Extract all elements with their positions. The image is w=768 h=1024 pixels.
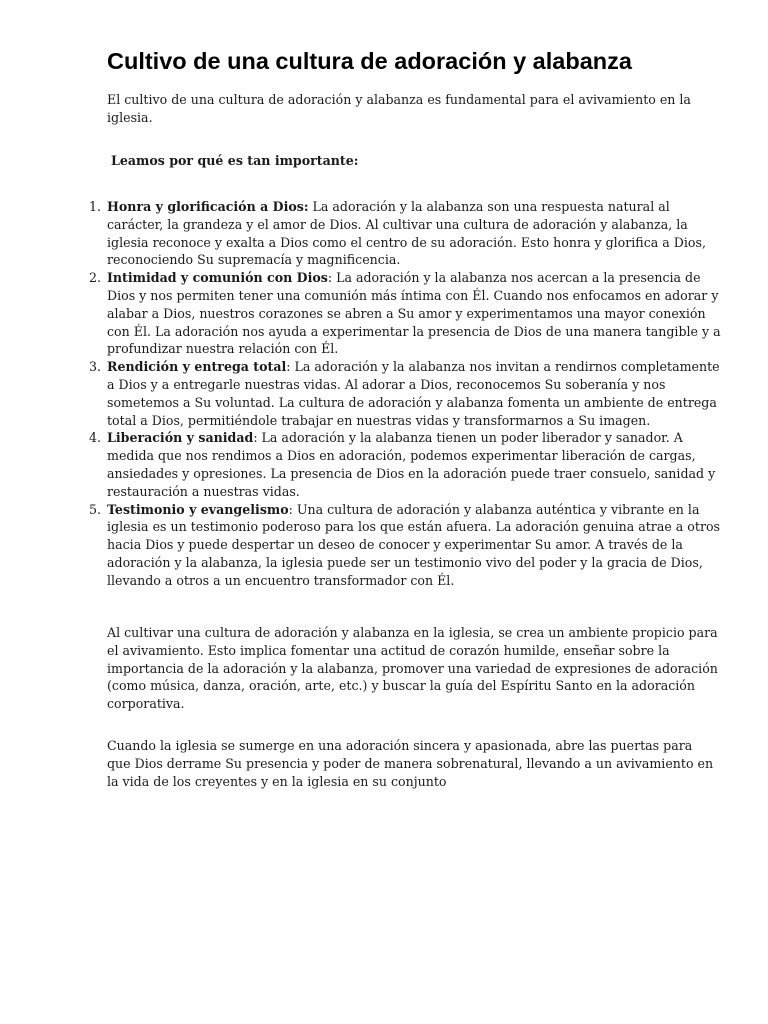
list-item bbox=[88, 358, 723, 429]
list-item-heading: Rendición y entrega total bbox=[107, 359, 287, 375]
list-item bbox=[88, 269, 723, 358]
lead-sentence: Leamos por qué es tan importante: bbox=[111, 153, 359, 168]
list-item-heading: Intimidad y comunión con Dios bbox=[107, 270, 328, 286]
list-number: 5. bbox=[88, 501, 101, 517]
intro-paragraph: El cultivo de una cultura de adoración y alabanza es fundamental para el avivamiento en la iglesia. bbox=[107, 92, 691, 125]
list-item-text: : La adoración y la alabanza tienen un poder liberador y sanador. A medida que nos rendimos a Dios en adoración, podemos experimentar liberación de cargas, ansiedades y opresiones. La presencia de Dios en la adoración puede traer consuelo, sanidad y restauración a nuestras vidas. bbox=[107, 430, 716, 499]
reasons-list bbox=[88, 198, 723, 590]
list-item-text: : Una cultura de adoración y alabanza auténtica y vibrante en la iglesia es un testimonio poderoso para los que están afuera. La adoración genuina atrae a otros hacia Dios y puede despertar un deseo de conocer y experimentar Su amor. A través de la adoración y la alabanza, la iglesia puede ser un testimonio vivo del poder y la gracia de Dios, llevando a otros a un encuentro transformador con Él. bbox=[107, 501, 721, 588]
list-item-heading: Testimonio y evangelismo bbox=[107, 501, 289, 517]
conclusion-paragraph-2: Cuando la iglesia se sumerge en una adoración sincera y apasionada, abre las puertas para que Dios derrame Su presencia y poder de manera sobrenatural, llevando a un avivamiento en la vida de los creyentes y en la iglesia en su conjunto bbox=[107, 738, 714, 789]
list-item-text: : La adoración y la alabanza nos invitan a rendirnos completamente a Dios y a entregarle nuestras vidas. Al adorar a Dios, reconocemos Su soberanía y nos sometemos a Su voluntad. La cultura de adoración y alabanza fomenta un ambiente de entrega total a Dios, permitiéndole trabajar en nuestras vidas y transformarnos a Su imagen. bbox=[107, 359, 720, 428]
list-item-heading: Liberación y sanidad bbox=[107, 430, 254, 446]
list-item bbox=[88, 501, 723, 590]
list-item-heading: Honra y glorificación a Dios: bbox=[107, 199, 309, 214]
conclusion-paragraph-1: Al cultivar una cultura de adoración y alabanza en la iglesia, se crea un ambiente propicio para el avivamiento. Esto implica fomentar una actitud de corazón humilde, enseñar sobre la importancia de la adoración y la alabanza, promover una variedad de expresiones de adoración (como música, danza, oración, arte, etc.) y buscar la guía del Espíritu Santo en la adoración corporativa. bbox=[107, 625, 718, 712]
page-title: Cultivo de una cultura de adoración y alabanza bbox=[107, 48, 632, 74]
list-number: 4. bbox=[88, 430, 101, 446]
list-item bbox=[88, 198, 723, 269]
list-item bbox=[88, 429, 723, 500]
list-item-text: : La adoración y la alabanza nos acercan a la presencia de Dios y nos permiten tener una comunión más íntima con Él. Cuando nos enfocamos en adorar y alabar a Dios, nuestros corazones se abren a Su amor y experimentamos una mayor conexión con Él. La adoración nos ayuda a experimentar la presencia de Dios de una manera tangible y a profundizar nuestra relación con Él. bbox=[107, 270, 721, 357]
list-number: 2. bbox=[88, 270, 101, 286]
list-item-text: La adoración y la alabanza son una respuesta natural al carácter, la grandeza y el amor de Dios. Al cultivar una cultura de adoración y alabanza, la iglesia reconoce y exalta a Dios como el centro de su adoración. Esto honra y glorifica a Dios, reconociendo Su supremacía y magnificencia. bbox=[107, 199, 706, 268]
list-number: 3. bbox=[88, 359, 101, 375]
list-number: 1. bbox=[88, 199, 101, 214]
